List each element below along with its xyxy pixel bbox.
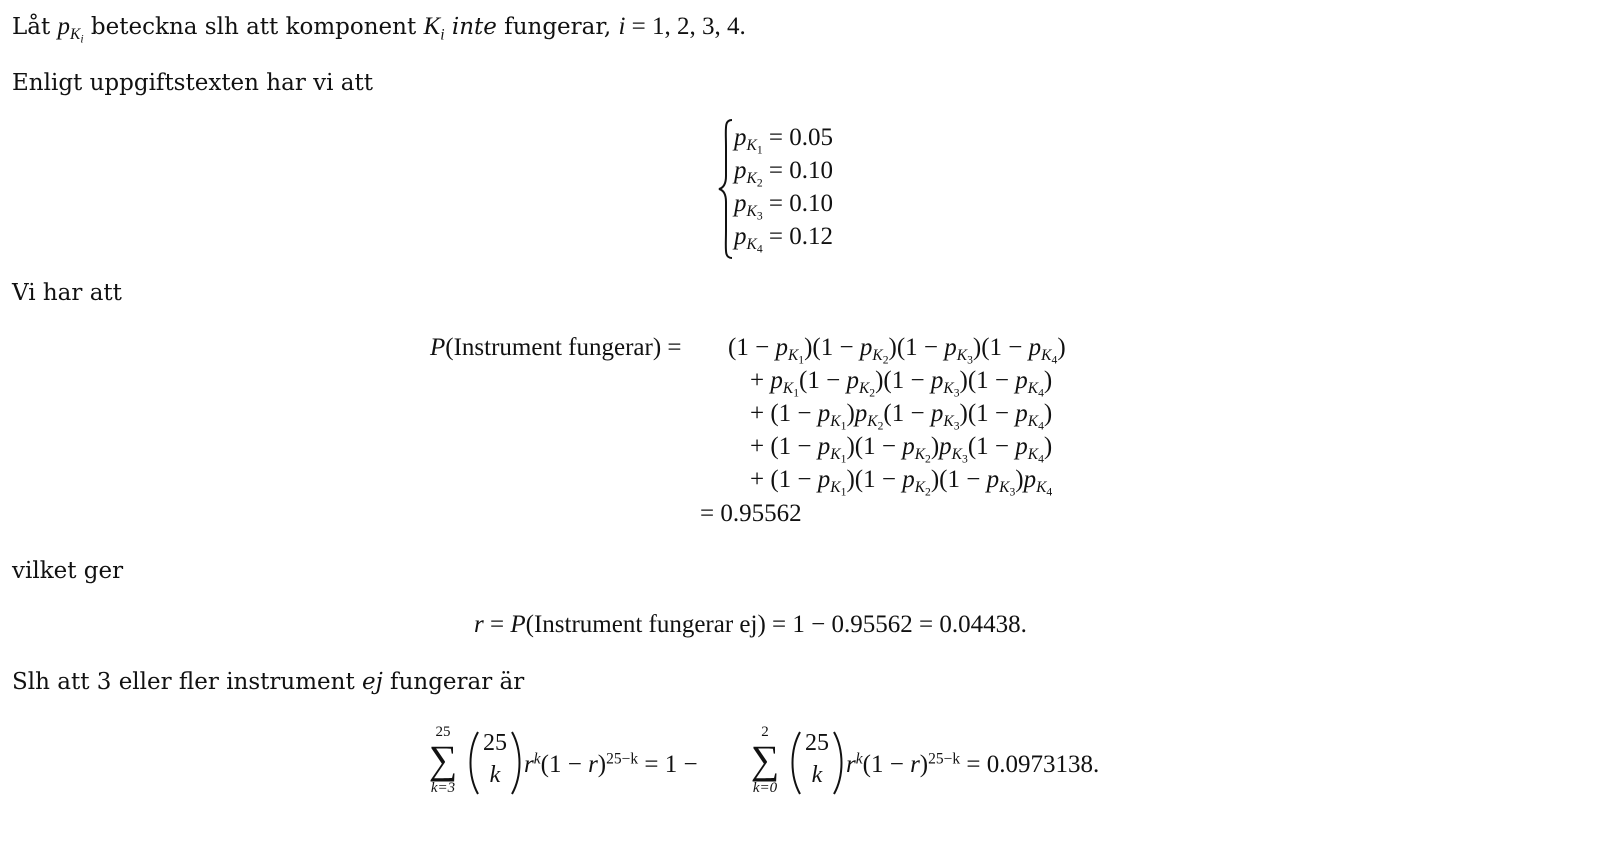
prob-term: + $p_{K_1}(1 - p_{K_2})(1 - p_{K_3})(1 - p_{K_4})$ [750,367,1053,400]
sum-symbol-2 [742,724,788,796]
p-var: p [57,13,71,40]
sigma-icon: ∑ [428,737,458,782]
prob-term: + $(1 - p_{K_1})(1 - p_{K_2})p_{K_3}(1 - p_{K_4})$ [750,433,1053,466]
k-var: K [423,13,441,40]
p-k-symbol: $p_{K_2}$ [902,433,931,466]
p-k-symbol: $p_{K_3}$ [986,466,1016,499]
case-value: = 0.12 [768,223,834,250]
prob-lhs-text: (Instrument fungerar) [445,334,662,361]
p-k-symbol: $p_{K_1}$ [817,433,847,466]
exp-25-k: 25−k [606,750,639,768]
sum1-body [524,748,698,782]
sum-symbol-1 [420,724,466,796]
binom-k: k [489,762,501,788]
k-idx: i [440,26,445,44]
prob-term: $(1 - p_{K_1})(1 - p_{K_2})(1 - p_{K_3})(1 - p_{K_4})$ [728,334,1066,367]
r-eq: = [483,611,511,638]
sum-mid: = 1 − [638,751,698,778]
p-k-symbol: $p_{K_4}$ [1015,433,1044,466]
summation-equation [420,724,1180,804]
sum1-upper: 25 [435,724,451,740]
case-var: p [734,124,747,151]
sum2-lower: k=0 [752,780,778,796]
p-k-symbol: $p_{K_1}$ [817,466,847,499]
sum2-body [846,748,1099,782]
case-row [734,122,834,157]
p-k-symbol: $p_{K_4}$ [1015,400,1044,433]
k-exp: k [533,750,541,768]
exp-25-k: 25−k [928,750,961,768]
p-k-symbol: $p_{K_2}$ [854,400,884,433]
case-row [734,221,834,256]
one-minus: (1 − [540,751,589,778]
sum1-lower: k=3 [430,780,456,796]
case-idx: 1 [756,143,763,157]
p-k-symbol: $p_{K_4}$ [1015,367,1044,400]
case-idx: 2 [756,176,763,190]
sum2-upper: 2 [761,724,769,740]
k-sub: K [70,26,81,44]
probability-cases [718,118,888,260]
r-var: r [910,751,920,778]
range-text: = 1, 2, 3, 4. [625,13,746,40]
case-value: = 0.05 [768,124,834,151]
given-paragraph: Enligt uppgiftstexten har vi att [12,70,373,96]
i-range [618,13,745,40]
p-k-symbol: $p_{K_3}$ [930,400,960,433]
p-k-symbol: $p_{K_1}$ [775,334,805,367]
case-var: p [734,223,747,250]
r-var: r [474,611,484,638]
prob-term: + $(1 - p_{K_1})(1 - p_{K_2})(1 - p_{K_3})p_{K_4}$ [750,466,1053,499]
p-k-symbol: $p_{K_2}$ [846,367,876,400]
probability-equation [0,330,1600,540]
intro-suffix: fungerar, [496,14,619,40]
prob-P: P [430,334,446,361]
p-k-symbol: $p_{K_2}$ [902,466,931,499]
case-row [734,155,834,190]
binom-n: 25 [805,730,829,756]
i-sub: i [80,32,84,46]
we-have-paragraph: Vi har att [12,280,122,306]
case-row [734,188,834,223]
para5-suffix: fungerar är [382,669,525,695]
p-k-symbol: $p_{K_3}$ [939,433,968,466]
case-sub: K [746,137,757,155]
prob-eq: = [667,334,682,361]
intro-paragraph [12,12,746,46]
case-var: p [734,190,747,217]
r-text: (Instrument fungerar ej) = 1 − 0.95562 = 0.04438. [525,611,1027,638]
p-k-symbol: $p_{K_4}$ [1028,334,1058,367]
intro-emph: inte [451,14,497,40]
case-value: = 0.10 [768,190,834,217]
prob-term: + $(1 - p_{K_1})p_{K_2}(1 - p_{K_3})(1 - p_{K_4})$ [750,400,1053,433]
k-i-symbol [423,13,445,44]
intro-mid: beteckna slh att komponent [83,14,424,40]
p-k-symbol: $p_{K_1}$ [817,400,847,433]
one-minus: (1 − [862,751,911,778]
para5-prefix: Slh att 3 eller fler instrument [12,669,362,695]
p-ki-symbol [57,13,84,46]
case-value: = 0.10 [768,157,834,184]
case-sub: K [746,170,757,188]
binomial-2 [788,728,846,798]
p-k-symbol: $p_{K_4}$ [1023,466,1053,499]
p-k-symbol: $p_{K_2}$ [859,334,889,367]
r-var: r [588,751,598,778]
r-var: r [524,751,534,778]
binomial-1 [466,728,524,798]
case-var: p [734,157,747,184]
sum-result: = 0.0973138. [960,751,1100,778]
which-gives-paragraph: vilket ger [12,558,124,584]
p-k-symbol: $p_{K_1}$ [770,367,800,400]
i-var: i [618,13,626,40]
para5-emph: ej [362,669,383,695]
intro-prefix: Låt [12,14,58,40]
k-exp: k [855,750,863,768]
binom-k: k [811,762,823,788]
prob-result: = 0.95562 [700,500,802,527]
case-sub: K [746,203,757,221]
sigma-icon: ∑ [750,737,780,782]
prob-lhs [430,332,682,364]
left-brace-icon [718,118,734,260]
close-paren: ) [919,751,929,778]
case-idx: 3 [756,209,763,223]
r-P: P [510,611,526,638]
case-idx: 4 [756,242,763,256]
r-equation [474,608,1027,642]
binom-n: 25 [483,730,507,756]
close-paren: ) [597,751,607,778]
three-or-more-paragraph [12,669,524,697]
r-var: r [846,751,856,778]
p-k-symbol: $p_{K_3}$ [930,367,960,400]
p-k-symbol: $p_{K_3}$ [944,334,973,367]
case-sub: K [746,236,757,254]
